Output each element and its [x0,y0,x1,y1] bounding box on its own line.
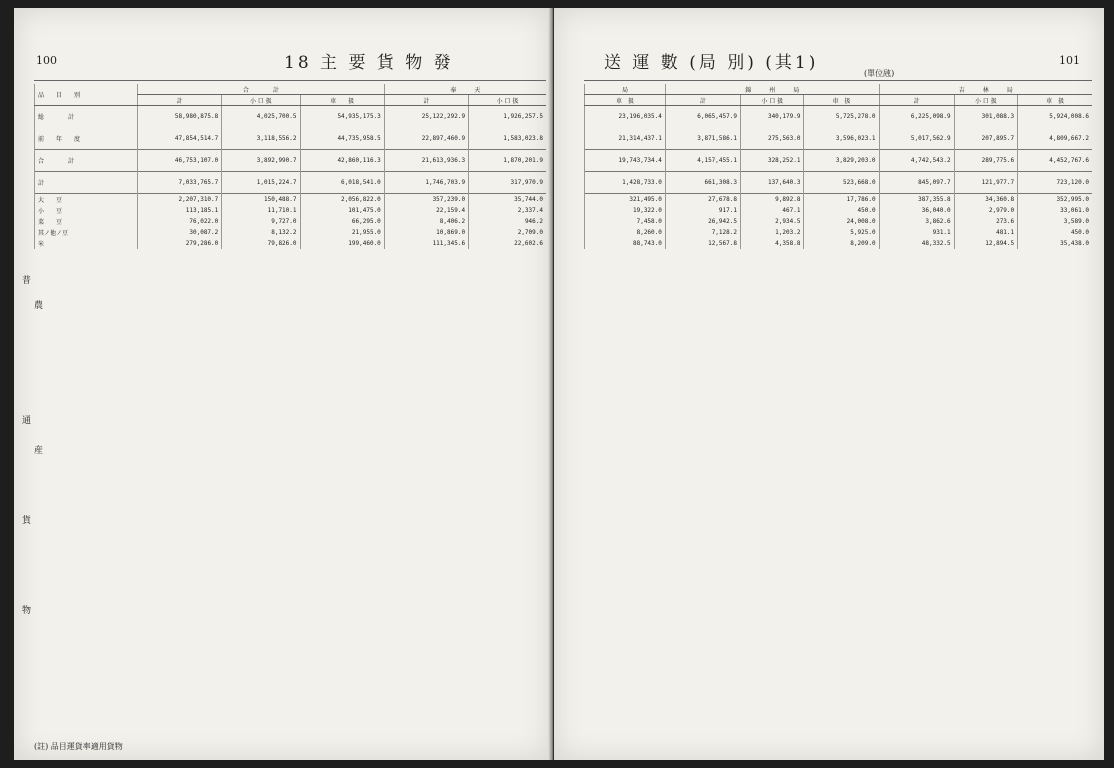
table-cell: 88,743.0 [585,238,666,249]
column-group-header: 合 計 [138,84,385,95]
table-row [585,227,1093,238]
table-cell: 47,854,514.7 [138,128,222,150]
table-cell: 36,040.0 [879,205,954,216]
table-cell: 22,897,460.9 [384,128,468,150]
table-cell: 35,744.0 [469,194,546,205]
table-cell: 26,942.5 [665,216,740,227]
table-cell: 1,015,224.7 [222,172,300,194]
table-row [585,128,1093,150]
table-cell: 2,709.0 [469,227,546,238]
table-title-left: 18 主 要 貨 物 發 [284,53,454,73]
table-cell: 12,567.8 [665,238,740,249]
column-header: 品 目 別 [35,84,138,106]
table-row [35,128,547,150]
table-row [585,150,1093,172]
table-cell: 6,018,541.0 [300,172,384,194]
table-cell: 275,563.0 [740,128,803,150]
table-cell: 4,025,700.5 [222,106,300,128]
table-cell: 76,022.0 [138,216,222,227]
table-cell: 66,295.0 [300,216,384,227]
table-cell: 523,668.0 [804,172,879,194]
side-label: 産 [34,446,44,456]
table-cell: 387,355.8 [879,194,954,205]
left-page [14,8,550,760]
table-cell: 9,892.8 [740,194,803,205]
table-cell: 58,980,875.8 [138,106,222,128]
data-table-right [584,84,1092,249]
column-group-header: 吉 林 局 [879,84,1092,95]
table-row [35,205,547,216]
table-cell: 25,122,292.9 [384,106,468,128]
document-spread [14,8,1104,760]
row-label: 大 豆 [35,194,138,205]
table-cell: 22,159.4 [384,205,468,216]
table-cell: 1,746,703.9 [384,172,468,194]
table-cell: 3,829,203.0 [804,150,879,172]
side-label: 物 [22,606,32,616]
table-cell: 121,977.7 [954,172,1017,194]
table-cell: 21,314,437.1 [585,128,666,150]
table-cell: 273.6 [954,216,1017,227]
table-cell: 8,406.2 [384,216,468,227]
table-row [585,216,1093,227]
row-label: 合 計 [35,150,138,172]
table-cell: 4,358.8 [740,238,803,249]
column-header: 小 口 扱 [954,95,1017,106]
page-number-right: 101 [1059,54,1080,67]
table-cell: 7,128.2 [665,227,740,238]
table-cell: 340,179.9 [740,106,803,128]
column-header: 車 扱 [804,95,879,106]
table-cell: 10,869.0 [384,227,468,238]
table-cell: 44,735,958.5 [300,128,384,150]
table-cell: 279,286.0 [138,238,222,249]
table-row [585,172,1093,194]
side-label: 通 [22,416,32,426]
column-header: 小 口 扱 [222,95,300,106]
table-cell: 289,775.6 [954,150,1017,172]
table-cell: 54,935,175.3 [300,106,384,128]
table-cell: 35,438.0 [1018,238,1092,249]
table-cell: 3,871,586.1 [665,128,740,150]
table-cell: 3,589.0 [1018,216,1092,227]
table-row [35,227,547,238]
table-cell: 22,602.6 [469,238,546,249]
table-cell: 46,753,107.0 [138,150,222,172]
table-row [35,216,547,227]
column-group-header: 局 [585,84,666,95]
right-page [554,8,1104,760]
table-cell: 150,488.7 [222,194,300,205]
table-cell: 19,743,734.4 [585,150,666,172]
table-cell: 2,979.0 [954,205,1017,216]
table-cell: 301,088.3 [954,106,1017,128]
row-label: 其ノ他ノ豆 [35,227,138,238]
table-cell: 1,583,023.8 [469,128,546,150]
table-cell: 8,260.0 [585,227,666,238]
table-cell: 137,640.3 [740,172,803,194]
table-row [35,150,547,172]
side-label: 普 [22,276,32,286]
table-cell: 450.0 [1018,227,1092,238]
table-cell: 946.2 [469,216,546,227]
table-cell: 3,118,556.2 [222,128,300,150]
table-cell: 4,742,543.2 [879,150,954,172]
row-label: 米 [35,238,138,249]
table-cell: 2,207,310.7 [138,194,222,205]
table-cell: 7,033,765.7 [138,172,222,194]
table-cell: 21,955.0 [300,227,384,238]
column-group-header: 奉 天 [384,84,546,95]
table-cell: 481.1 [954,227,1017,238]
table-cell: 2,337.4 [469,205,546,216]
table-row [35,194,547,205]
table-cell: 24,008.0 [804,216,879,227]
column-header: 計 [138,95,222,106]
page-number-left: 100 [36,54,57,67]
column-group-header: 錦 州 局 [665,84,879,95]
table-cell: 321,495.0 [585,194,666,205]
column-header: 小 口 扱 [469,95,546,106]
table-cell: 48,332.5 [879,238,954,249]
column-header: 計 [384,95,468,106]
table-cell: 199,460.0 [300,238,384,249]
table-cell: 4,452,767.6 [1018,150,1092,172]
row-label: 前 年 度 [35,128,138,150]
table-cell: 357,239.0 [384,194,468,205]
column-header: 車 扱 [300,95,384,106]
table-cell: 79,826.0 [222,238,300,249]
table-cell: 4,809,667.2 [1018,128,1092,150]
table-cell: 8,132.2 [222,227,300,238]
table-cell: 9,727.0 [222,216,300,227]
column-header: 小 口 扱 [740,95,803,106]
table-cell: 317,970.9 [469,172,546,194]
side-label: 貨 [22,516,32,526]
table-cell: 3,892,990.7 [222,150,300,172]
table-cell: 352,995.0 [1018,194,1092,205]
table-cell: 34,360.8 [954,194,1017,205]
table-cell: 5,725,278.0 [804,106,879,128]
table-cell: 328,252.1 [740,150,803,172]
table-cell: 450.0 [804,205,879,216]
table-cell: 1,428,733.0 [585,172,666,194]
table-cell: 19,322.0 [585,205,666,216]
table-cell: 1,926,257.5 [469,106,546,128]
table-row [585,205,1093,216]
row-label: 小 豆 [35,205,138,216]
table-cell: 207,895.7 [954,128,1017,150]
data-table-left [34,84,546,249]
side-label: 農 [34,301,44,311]
table-row [585,238,1093,249]
table-cell: 723,120.0 [1018,172,1092,194]
table-cell: 931.1 [879,227,954,238]
row-label: 総 計 [35,106,138,128]
table-row [585,106,1093,128]
top-rule [34,80,546,81]
table-cell: 12,894.5 [954,238,1017,249]
table-cell: 1,203.2 [740,227,803,238]
table-cell: 2,056,822.0 [300,194,384,205]
row-label: 計 [35,172,138,194]
table-cell: 3,862.6 [879,216,954,227]
table-cell: 42,860,116.3 [300,150,384,172]
table-row [35,106,547,128]
table-cell: 7,458.0 [585,216,666,227]
column-header: 車 扱 [1018,95,1092,106]
table-row [35,172,547,194]
table-cell: 21,613,936.3 [384,150,468,172]
table-cell: 845,097.7 [879,172,954,194]
table-cell: 5,924,008.6 [1018,106,1092,128]
unit-label: (單位瓲) [864,69,895,78]
table-cell: 111,345.6 [384,238,468,249]
table-row [35,238,547,249]
row-label: 菜 豆 [35,216,138,227]
table-row [585,194,1093,205]
table-cell: 5,925.0 [804,227,879,238]
column-header: 計 [879,95,954,106]
table-cell: 17,786.0 [804,194,879,205]
top-rule [584,80,1092,81]
footnote: (註) 品目運貨率適用貨物 [34,742,123,751]
table-cell: 30,087.2 [138,227,222,238]
column-header: 車 扱 [585,95,666,106]
table-cell: 23,196,035.4 [585,106,666,128]
table-cell: 2,934.5 [740,216,803,227]
table-cell: 6,065,457.9 [665,106,740,128]
table-cell: 3,596,023.1 [804,128,879,150]
table-cell: 6,225,098.9 [879,106,954,128]
table-cell: 101,475.0 [300,205,384,216]
table-cell: 113,185.1 [138,205,222,216]
table-cell: 661,308.3 [665,172,740,194]
table-cell: 33,061.0 [1018,205,1092,216]
table-cell: 4,157,455.1 [665,150,740,172]
table-cell: 8,209.0 [804,238,879,249]
table-cell: 917.1 [665,205,740,216]
table-cell: 467.1 [740,205,803,216]
table-cell: 27,678.8 [665,194,740,205]
table-cell: 5,017,562.9 [879,128,954,150]
column-header: 計 [665,95,740,106]
table-cell: 11,710.1 [222,205,300,216]
table-cell: 1,870,201.9 [469,150,546,172]
table-title-right: 送 運 數 (局 別) (其1) [604,53,819,73]
